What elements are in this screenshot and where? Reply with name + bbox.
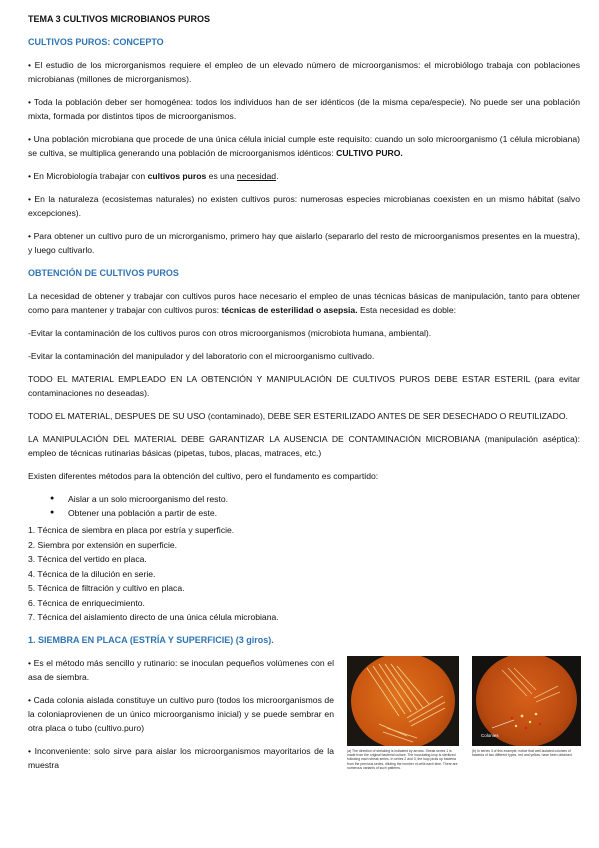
- section-heading-siembra: 1. SIEMBRA EN PLACA (ESTRÍA Y SUPERFICIE) (3 giros).: [28, 634, 274, 645]
- paragraph: Existen diferentes métodos para la obtención del cultivo, pero el fundamento es compartido:: [28, 471, 379, 481]
- streak-plate-photo: [347, 656, 459, 746]
- siembra-text: [28, 656, 334, 772]
- paragraph: • El estudio de los microrganismos requiere el empleo de un elevado número de microorganismos: el microbiólogo trabaja con poblaciones microbianas (millones de microrganismos).: [28, 60, 580, 84]
- petri-dish-figures: [347, 656, 595, 806]
- document-page: [28, 12, 580, 781]
- paragraph: LA MANIPULACIÓN DEL MATERIAL DEBE GARANTIZAR LA AUSENCIA DE CONTAMINACIÓN MICROBIANA (manipulación aséptica): empleo de técnicas rutinarias básicas (pipetas, tubos, placas, matraces, etc.): [28, 434, 580, 458]
- section-heading-concepto: CULTIVOS PUROS: CONCEPTO: [28, 37, 164, 47]
- paragraph: • Una población microbiana que procede de una única célula inicial cumple este requisito: cuando un solo microorganismo (1 célula microbiana) se cultiva, se multiplica generando una población de microorganismos idénticos: CULTIVO PURO.: [28, 134, 580, 158]
- figure-caption: (a) The direction of streaking is indicated by arrows. Streak series 1 is made from the original bacterial culture. The inoculating loop is sterilized following each streak series. In series 2 and 3, the loop picks up bacteria from the previous series, diluting the number of cells each time. There are numerous variants of such patterns.: [347, 748, 458, 771]
- siembra-section: [28, 656, 580, 772]
- section-heading-obtencion: OBTENCIÓN DE CULTIVOS PUROS: [28, 268, 179, 278]
- colonies-label: Colonies: [481, 732, 499, 738]
- list-item: 4. Técnica de la dilución en serie.: [28, 568, 156, 579]
- paragraph: • En Microbiología trabajar con cultivos puros es una necesidad.: [28, 171, 279, 181]
- list-item: ● Aislar a un solo microorganismo del resto.: [28, 492, 580, 506]
- list-item: 5. Técnica de filtración y cultivo en placa.: [28, 583, 185, 593]
- methods-list: [28, 523, 580, 625]
- paragraph: • Es el método más sencillo y rutinario: se inoculan pequeños volúmenes con el asa de siembra.: [28, 657, 334, 682]
- list-item: 1. Técnica de siembra en placa por estría y superficie.: [28, 525, 235, 535]
- figure-caption: (b) In series 3 of this example, notice that well-isolated colonies of bacteria of two different types, red and yellow, have been obtained.: [472, 748, 573, 757]
- list-item: 6. Técnica de enriquecimiento.: [28, 597, 145, 608]
- paragraph: • En la naturaleza (ecosistemas naturales) no existen cultivos puros: numerosas especies microbianas coexisten en un mismo hábitat (salvo excepciones).: [28, 194, 580, 218]
- paragraph: -Evitar la contaminación de los cultivos puros con otros microorganismos (microbiota humana, ambiental).: [28, 328, 432, 338]
- document-title: TEMA 3 CULTIVOS MICROBIANOS PUROS: [28, 14, 211, 24]
- paragraph: • Inconveniente: solo sirve para aislar los microorganismos mayoritarios de la muestra: [28, 745, 334, 770]
- paragraph: • Para obtener un cultivo puro de un microrganismo, primero hay que aislarlo (separarlo del resto de microorganismos presentes en la muestra), y luego cultivarlo.: [28, 231, 580, 255]
- list-item: 2. Siembra por extensión en superficie.: [28, 539, 178, 550]
- paragraph: TODO EL MATERIAL, DESPUES DE SU USO (contaminado), DEBE SER ESTERILIZADO ANTES DE SER DESECHADO O REUTILIZADO.: [28, 411, 568, 421]
- paragraph: • Cada colonia aislada constituye un cultivo puro (todos los microorganismos de la coloniaprovienen de un único microorganismo inicial) y se puede sembrar en otra placa o tubo (cultivo.puro): [28, 694, 334, 733]
- paragraph: • Toda la población deber ser homogénea: todos los individuos han de ser idénticos (de la misma cepa/especie). No puede ser una población mixta, formada por distintos tipos de microorganismos.: [28, 97, 580, 121]
- list-item: ● Obtener una población a partir de este.: [28, 506, 580, 520]
- paragraph: La necesidad de obtener y trabajar con cultivos puros hace necesario el empleo de unas técnicas básicas de manipulación, tanto para obtener como para mantener y trabajar con cultivos puros: técnicas de esterilidad o asepsia. Esta necesidad es doble:: [28, 291, 580, 315]
- list-item: 3. Técnica del vertido en placa.: [28, 554, 147, 564]
- list-item: 7. Técnica del aislamiento directo de una única célula microbiana.: [28, 612, 279, 622]
- paragraph: TODO EL MATERIAL EMPLEADO EN LA OBTENCIÓN Y MANIPULACIÓN DE CULTIVOS PUROS DEBE ESTAR ESTERIL (para evitar contaminaciones no deseadas).: [28, 374, 580, 398]
- bullet-list: [28, 492, 580, 520]
- colonies-plate-photo: [472, 656, 581, 746]
- paragraph: -Evitar la contaminación del manipulador y del laboratorio con el microorganismo cultivado.: [28, 351, 375, 361]
